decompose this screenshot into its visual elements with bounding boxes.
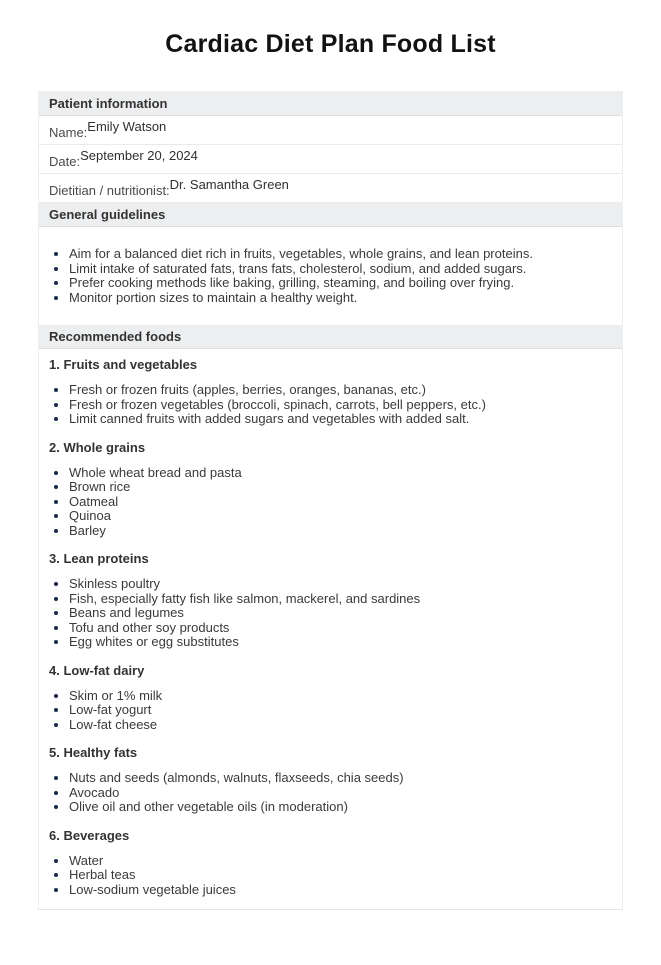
dietitian-value: Dr. Samantha Green (169, 177, 289, 192)
food-category-heading: 4. Low-fat dairy (49, 662, 145, 678)
list-item: • Fish, especially fatty fish like salmon, mackerel, and sardines (69, 592, 612, 607)
name-value: Emily Watson (87, 119, 167, 134)
list-item: • Aim for a balanced diet rich in fruits, vegetables, whole grains, and lean proteins. (69, 247, 612, 262)
date-label: Date: (49, 154, 81, 169)
list-item: • Brown rice (69, 480, 612, 495)
list-item: • Quinoa (69, 509, 612, 524)
list-item: • Barley (69, 524, 612, 539)
food-category-list (49, 577, 612, 650)
list-item: • Whole wheat bread and pasta (69, 466, 612, 481)
list-item: • Fresh or frozen fruits (apples, berries, oranges, bananas, etc.) (69, 383, 612, 398)
list-item: • Water (69, 854, 612, 869)
field-row-name (39, 116, 622, 145)
section-header-recommended-foods: Recommended foods (39, 325, 622, 349)
list-item: • Low-fat cheese (69, 718, 612, 733)
list-item: • Low-fat yogurt (69, 703, 612, 718)
list-item: • Olive oil and other vegetable oils (in moderation) (69, 800, 612, 815)
field-row-date (39, 145, 622, 174)
date-value: September 20, 2024 (80, 148, 198, 163)
food-category-heading: 1. Fruits and vegetables (49, 357, 198, 372)
food-category-list (49, 466, 612, 539)
recommended-foods-body (39, 349, 622, 909)
list-item: • Limit intake of saturated fats, trans fats, cholesterol, sodium, and added sugars. (69, 262, 612, 277)
list-item: • Egg whites or egg substitutes (69, 635, 612, 650)
list-item: • Skinless poultry (69, 577, 612, 592)
general-guidelines-list (49, 247, 612, 305)
food-category-list (49, 383, 612, 427)
list-item: • Prefer cooking methods like baking, grilling, steaming, and boiling over frying. (69, 276, 612, 291)
page-title: Cardiac Diet Plan Food List (165, 30, 496, 58)
list-item: • Limit canned fruits with added sugars and vegetables with added salt. (69, 412, 612, 427)
food-category-heading: 3. Lean proteins (49, 551, 149, 566)
list-item: • Oatmeal (69, 495, 612, 510)
food-category-list (49, 771, 612, 815)
food-category-heading: 6. Beverages (49, 827, 130, 843)
document-body (38, 91, 623, 910)
list-item: • Tofu and other soy products (69, 621, 612, 636)
name-label: Name: (49, 125, 88, 140)
food-category-list (49, 854, 612, 898)
list-item: • Monitor portion sizes to maintain a healthy weight. (69, 291, 612, 306)
list-item: • Herbal teas (69, 868, 612, 883)
field-row-dietitian (39, 174, 622, 203)
dietitian-label: Dietitian / nutritionist: (49, 183, 170, 198)
list-item: • Beans and legumes (69, 606, 612, 621)
list-item: • Low-sodium vegetable juices (69, 883, 612, 898)
list-item: • Avocado (69, 786, 612, 801)
section-header-general-guidelines: General guidelines (39, 203, 622, 227)
food-category-list (49, 689, 612, 733)
food-category-heading: 2. Whole grains (49, 439, 146, 455)
list-item: • Fresh or frozen vegetables (broccoli, spinach, carrots, bell peppers, etc.) (69, 398, 612, 413)
general-guidelines-body (39, 247, 622, 305)
section-header-patient-information: Patient information (39, 92, 622, 116)
list-item: • Nuts and seeds (almonds, walnuts, flaxseeds, chia seeds) (69, 771, 612, 786)
food-category-heading: 5. Healthy fats (49, 745, 138, 760)
list-item: • Skim or 1% milk (69, 689, 612, 704)
